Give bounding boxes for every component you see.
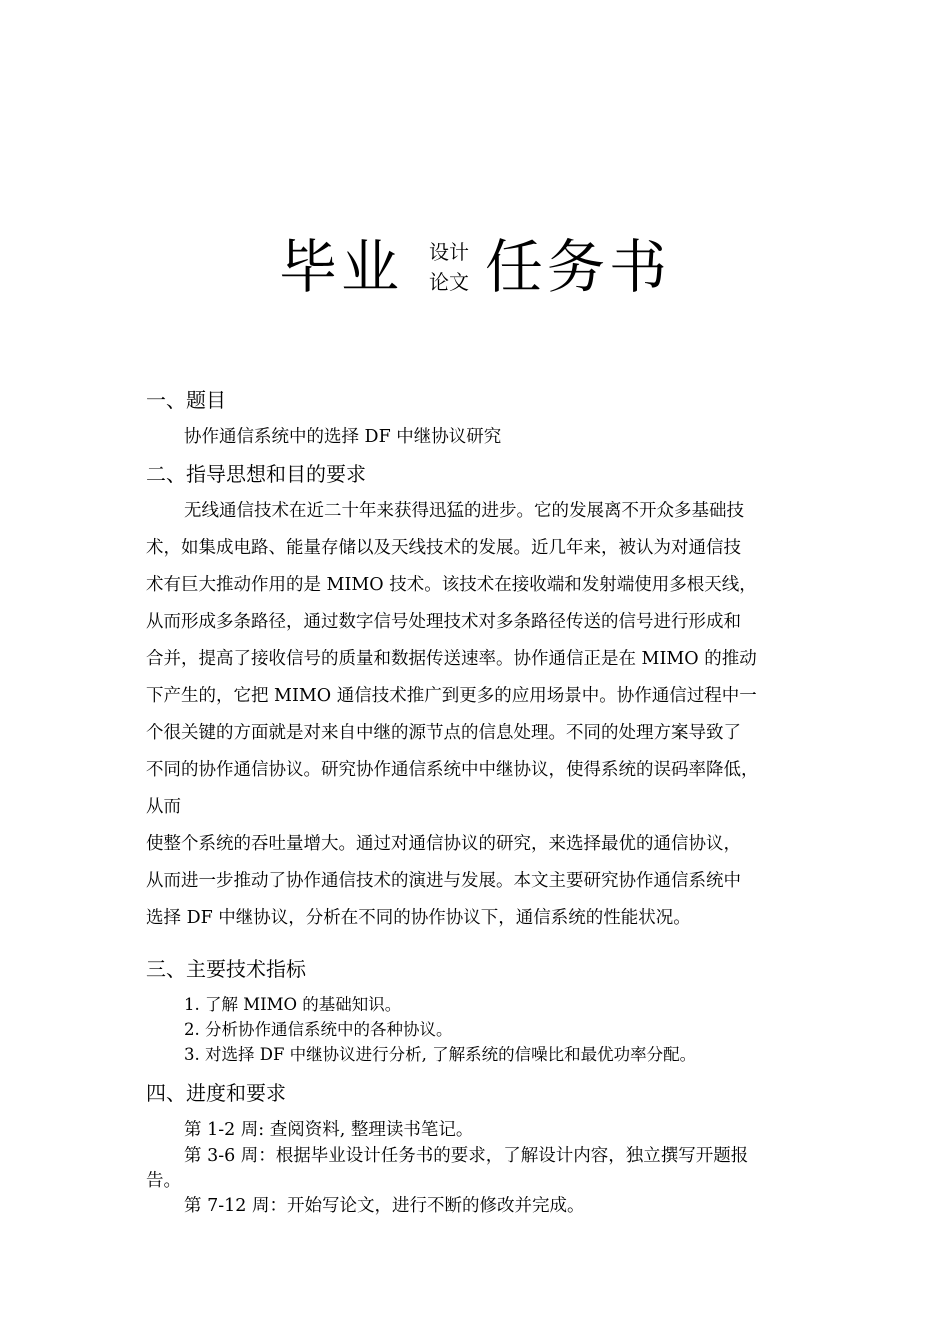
section-heading-guidance: 二、指导思想和目的要求	[146, 462, 366, 486]
guidance-line: 合并，提高了接收信号的质量和数据传送速率。协作通信正是在 MIMO 的推动	[146, 649, 757, 669]
indicator-item: 3. 对选择 DF 中继协议进行分析, 了解系统的信噪比和最优功率分配。	[184, 1045, 697, 1064]
schedule-line: 告。	[146, 1171, 181, 1191]
section-heading-schedule: 四、进度和要求	[146, 1081, 286, 1105]
indicator-item: 1. 了解 MIMO 的基础知识。	[184, 995, 402, 1014]
guidance-line: 从而进一步推动了协作通信技术的演进与发展。本文主要研究协作通信系统中	[146, 871, 741, 891]
title-right: 任务书	[485, 233, 672, 301]
guidance-line: 从而	[146, 797, 181, 817]
guidance-line: 下产生的，它把 MIMO 通信技术推广到更多的应用场景中。协作通信过程中一	[146, 686, 757, 706]
guidance-line: 从而形成多条路径，通过数字信号处理技术对多条路径传送的信号进行形成和	[146, 612, 741, 632]
section-heading-indicators: 三、主要技术指标	[146, 957, 306, 981]
title-small-stack	[429, 237, 469, 297]
guidance-line: 个很关键的方面就是对来自中继的源节点的信息处理。不同的处理方案导致了	[146, 723, 741, 743]
schedule-line: 第 1-2 周: 查阅资料, 整理读书笔记。	[184, 1120, 474, 1140]
document-title	[0, 232, 950, 302]
topic-text: 协作通信系统中的选择 DF 中继协议研究	[184, 427, 502, 447]
schedule-line: 第 7-12 周：开始写论文，进行不断的修改并完成。	[184, 1196, 585, 1216]
title-small-bottom: 论文	[429, 270, 469, 294]
schedule-line: 第 3-6 周：根据毕业设计任务书的要求，了解设计内容，独立撰写开题报	[184, 1146, 749, 1166]
indicator-item: 2. 分析协作通信系统中的各种协议。	[184, 1020, 453, 1039]
title-left: 毕业	[278, 233, 403, 301]
guidance-line: 无线通信技术在近二十年来获得迅猛的进步。它的发展离不开众多基础技	[184, 501, 744, 521]
guidance-line: 术，如集成电路、能量存储以及天线技术的发展。近几年来，被认为对通信技	[146, 538, 741, 558]
guidance-line: 不同的协作通信协议。研究协作通信系统中中继协议，使得系统的误码率降低，	[146, 760, 759, 780]
guidance-line: 术有巨大推动作用的是 MIMO 技术。该技术在接收端和发射端使用多根天线，	[146, 575, 757, 595]
guidance-line: 使整个系统的吞吐量增大。通过对通信协议的研究，来选择最优的通信协议，	[146, 834, 741, 854]
guidance-line: 选择 DF 中继协议，分析在不同的协作协议下，通信系统的性能状况。	[146, 908, 691, 928]
title-small-top: 设计	[429, 240, 469, 264]
section-heading-topic: 一、题目	[146, 388, 226, 412]
